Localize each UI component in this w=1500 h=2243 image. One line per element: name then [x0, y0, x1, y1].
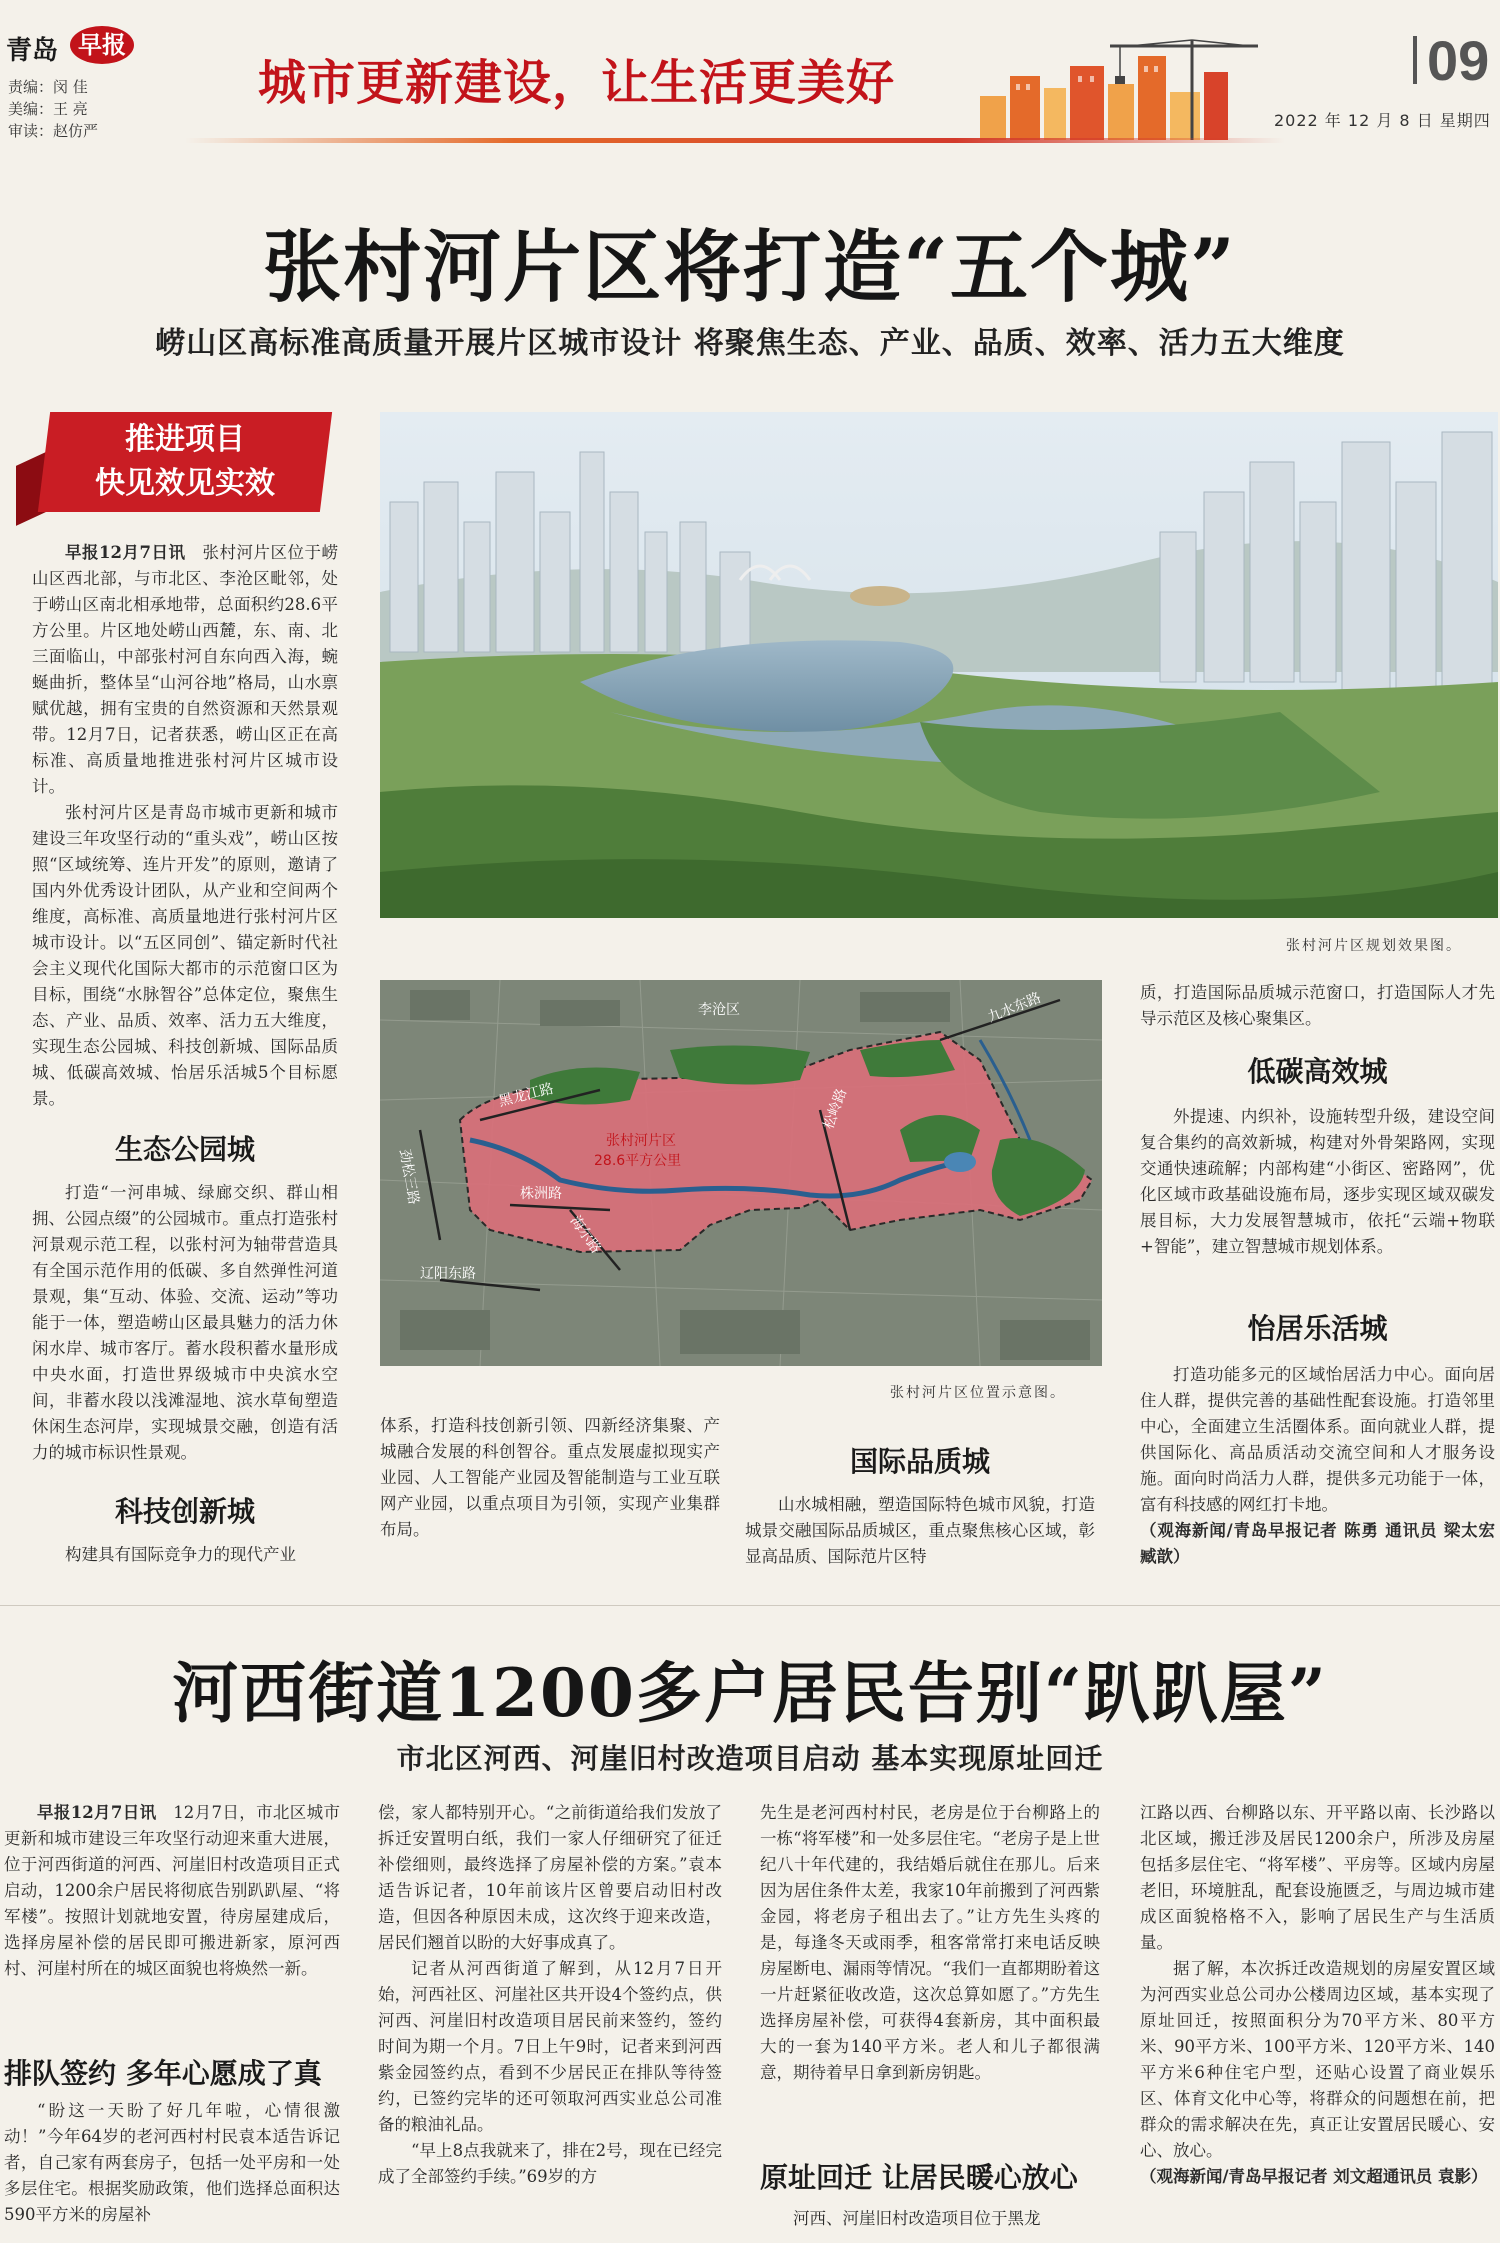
paragraph: 体系，打造科技创新引领、四新经济集聚、产城融合发展的科创智谷。重点发展虚拟现实产业园、人工智能产业园及智能制造与工业互联网产业园，以重点项目为引领，实现产业集群布局。	[380, 1416, 720, 1539]
map-label-road: 劲松三路	[396, 1147, 422, 1206]
map-caption: 张村河片区位置示意图。	[890, 1385, 1066, 1401]
article2-column-3	[760, 1800, 1100, 2086]
paragraph: 质，打造国际品质城示范窗口，打造国际人才先导示范区及核心聚集区。	[1140, 983, 1495, 1028]
byline-line: 记者 陈勇 通讯员 梁太宏 臧歆）	[1140, 1521, 1496, 1566]
paragraph: 张村河片区位于崂山区西北部，与市北区、李沧区毗邻，处于崂山区南北相承地带，总面积约28.6平方公里。片区地处崂山西麓，东、南、北三面临山，中部张村河自东向西入海，蜿蜒曲折，整体呈“山河谷地”格局，山水禀赋优越，拥有宝贵的自然资源和天然景观带。12月7日，记者获悉，崂山区正在高标准、高质量地推进张村河片区城市设计。	[32, 543, 339, 796]
logo-badge: 早报	[70, 26, 134, 64]
article1-column-3	[745, 1492, 1095, 1570]
paragraph: “盼这一天盼了好几年啦，心情很激动！”今年64岁的老河西村村民袁本适告诉记者，自己家有两套房子，包括一处平房和一处多层住宅。根据奖励政策，他们选择总面积达590平方米的房屋补	[4, 2101, 340, 2224]
paragraph: 构建具有国际竞争力的现代产业	[65, 1545, 296, 1564]
article2-column-3b	[760, 2206, 1100, 2243]
section-heading: 排队签约 多年心愿成了真	[4, 2057, 322, 2090]
logo-text: 青岛	[6, 36, 59, 66]
byline	[1140, 2164, 1495, 2190]
article1-column-1c	[32, 1542, 338, 1568]
article1-column-4c	[1140, 1362, 1495, 1570]
editor-line: 美编：王 亮	[8, 100, 88, 118]
map-label-road: 松岭路	[820, 1086, 851, 1132]
paragraph: 河西、河崖旧村改造项目位于黑龙	[793, 2209, 1041, 2228]
paragraph: 山水城相融，塑造国际特色城市风貌，打造城景交融国际品质城区，重点聚焦核心区域，彰显高品质、国际范片区特	[745, 1495, 1095, 1566]
page-number: 09	[1427, 29, 1490, 92]
paragraph: 打造功能多元的区域怡居活力中心。面向居住人群，提供完善的基础性配套设施。打造邻里中心，全面建立生活圈体系。面向就业人群，提供国际化、高品质活动交流空间和人才服务设施。面向时尚活力人群，提供多元功能于一体，富有科技感的网红打卡地。	[1140, 1365, 1495, 1514]
map-label-road: 海尔路	[566, 1213, 604, 1257]
article1-subhead: 崂山区高标准高质量开展片区城市设计 将聚焦生态、产业、品质、效率、活力五大维度	[155, 326, 1345, 361]
byline-line: （观海新闻/青岛早报记者 刘文超	[1140, 2167, 1383, 2186]
paragraph: 记者从河西街道了解到，从12月7日开始，河西社区、河崖社区共开设4个签约点，供河西、河崖旧村改造项目居民前来签约，签约时间为期一个月。7日上午9时，记者来到河西紫金园签约点，看到不少居民正在排队等待签约，已签约完毕的还可领取河西实业总公司准备的粮油礼品。	[378, 1959, 722, 2134]
paragraph: 据了解，本次拆迁改造规划的房屋安置区域为河西实业总公司办公楼周边区域，基本实现了原址回迁，按照面积分为70平方米、80平方米、90平方米、100平方米、120平方米、140平方米6种住宅户型，还贴心设置了商业娱乐区、体育文化中心等，将群众的问题想在前，把群众的需求解决在先，真正让安置居民暖心、安心、放心。	[1140, 1959, 1495, 2160]
section-heading: 生态公园城	[114, 1133, 255, 1166]
skyline-crane-icon	[960, 36, 1260, 140]
section-heading: 怡居乐活城	[1247, 1312, 1388, 1345]
editor-line: 审读：赵仿严	[8, 122, 99, 140]
article1-column-4b	[1140, 1104, 1495, 1260]
page-header	[0, 0, 1500, 150]
photo-caption: 张村河片区规划效果图。	[1286, 938, 1462, 954]
section-heading: 原址回迁 让居民暖心放心	[760, 2161, 1078, 2194]
dateline: 早报12月7日讯	[37, 1803, 157, 1822]
map-label-road: 株洲路	[520, 1186, 562, 1202]
map-label-district: 李沧区	[698, 1002, 740, 1018]
banner-rule	[185, 138, 1285, 143]
map-label-area: 张村河片区	[606, 1133, 676, 1149]
rendering-photo[interactable]	[380, 412, 1498, 918]
page-number-bar	[1413, 36, 1417, 84]
ribbon-text	[50, 418, 320, 506]
byline	[1140, 1518, 1495, 1570]
article2-column-4	[1140, 1800, 1495, 2243]
map-label-road: 辽阳东路	[420, 1266, 476, 1282]
editor-credits	[8, 76, 98, 142]
paragraph: 张村河片区是青岛市城市更新和城市建设三年攻坚行动的“重头戏”，崂山区按照“区域统筹、连片开发”的原则，邀请了国内外优秀设计团队，从产业和空间两个维度，高标准、高质量地进行张村河片区城市设计。以“五区同创”、锚定新时代社会主义现代化国际大都市的示范窗口区为目标，围绕“水脉智谷”总体定位，聚焦生态、产业、品质、效率、活力五大维度，实现生态公园城、科技创新城、国际品质城、低碳高效城、怡居乐活城5个目标愿景。	[32, 803, 338, 1108]
paragraph: 12月7日，市北区城市更新和城市建设三年攻坚行动迎来重大进展，位于河西街道的河西、河崖旧村改造项目正式启动，1200余户居民将彻底告别趴趴屋、“将军楼”。按照计划就地安置，待房屋建成后，选择房屋补偿的居民即可搬进新家，原河西村、河崖村所在的城区面貌也将焕然一新。	[4, 1803, 340, 1978]
byline-line: （观海新闻/青岛早报	[1140, 1521, 1303, 1540]
paragraph: 先生是老河西村村民，老房是位于台柳路上的一栋“将军楼”和一处多层住宅。“老房子是上世纪八十年代建的，我结婚后就住在那儿。后来因为居住条件太差，我家10年前搬到了河西紫金园，将老房子租出去了。”让方先生头疼的是，每逢冬天或雨季，租客常常打来电话反映房屋断电、漏雨等情况。“我们一直都期盼着这一片赶紧征收改造，这次总算如愿了。”方先生选择房屋补偿，可获得4套新房，其中面积最大的一套为140平方米。老人和儿子都很满意，期待着早日拿到新房钥匙。	[760, 1803, 1100, 2082]
section-heading: 低碳高效城	[1247, 1055, 1388, 1088]
paragraph: 江路以西、台柳路以东、开平路以南、长沙路以北区域，搬迁涉及居民1200余户，所涉及房屋包括多层住宅、“将军楼”、平房等。区域内房屋老旧，环境脏乱，配套设施匮乏，与周边城市建成区面貌格格不入，影响了居民生产与生活质量。	[1140, 1803, 1495, 1952]
map-label-area-size: 28.6平方公里	[594, 1153, 682, 1169]
ribbon-line: 快见效见实效	[95, 466, 275, 501]
newspaper-logo[interactable]	[6, 26, 136, 66]
paragraph: “早上8点我就来了，排在2号，现在已经完成了全部签约手续。”69岁的方	[378, 2141, 722, 2186]
section-heading: 科技创新城	[114, 1495, 255, 1528]
article1-column-4	[1140, 980, 1495, 1032]
article-divider	[0, 1605, 1500, 1606]
byline-line: 通讯员 袁影）	[1382, 2167, 1488, 2186]
section-slogan: 城市更新建设，让生活更美好	[258, 55, 896, 111]
ribbon-badge	[10, 412, 340, 520]
ribbon-line: 推进项目	[125, 422, 245, 457]
map-label-road: 九水东路	[985, 989, 1044, 1026]
article1-column-1b	[32, 1180, 338, 1466]
dateline: 早报12月7日讯	[65, 543, 186, 562]
issue-date: 2022 年 12 月 8 日 星期四	[1274, 111, 1491, 130]
editor-line: 责编：闵 佳	[8, 78, 88, 96]
location-map[interactable]	[380, 980, 1102, 1366]
map-label-road: 黑龙江路	[497, 1080, 556, 1110]
paragraph: 外提速、内织补，设施转型升级，建设空间复合集约的高效新城，构建对外骨架路网，实现交通快速疏解；内部构建“小街区、密路网”，优化区域市政基础设施布局，逐步实现区域双碳发展目标，大力发展智慧城市，依托“云端+物联+智能”，建立智慧城市规划体系。	[1140, 1107, 1495, 1256]
article2-subhead: 市北区河西、河崖旧村改造项目启动 基本实现原址回迁	[396, 1742, 1104, 1775]
article1-column-2	[380, 1413, 720, 1543]
article1-headline[interactable]: 张村河片区将打造“五个城”	[263, 222, 1237, 313]
article1-column-1	[32, 540, 338, 1112]
article2-column-1b	[4, 2098, 340, 2243]
article2-headline[interactable]: 河西街道1200多户居民告别“趴趴屋”	[172, 1654, 1328, 1732]
section-heading: 国际品质城	[849, 1445, 990, 1478]
paragraph: 打造“一河串城、绿廊交织、群山相拥、公园点缀”的公园城市。重点打造张村河景观示范工程，以张村河为轴带营造具有全国示范作用的低碳、多自然弹性河道景观，集“互动、体验、交流、运动”等功能于一体，塑造崂山区最具魅力的活力休闲水岸、城市客厅。蓄水段积蓄水量形成中央水面，打造世界级城市中央滨水空间，非蓄水段以浅滩湿地、滨水草甸塑造休闲生态河岸，实现城景交融，创造有活力的城市标识性景观。	[32, 1183, 338, 1462]
article2-column-2	[378, 1800, 722, 2243]
article2-column-1	[4, 1800, 340, 1982]
paragraph: 偿，家人都特别开心。“之前街道给我们发放了拆迁安置明白纸，我们一家人仔细研究了征迁补偿细则，最终选择了房屋补偿的方案。”袁本适告诉记者，10年前该片区曾要启动旧村改造，但因各种原因未成，这次终于迎来改造，居民们翘首以盼的大好事成真了。	[378, 1803, 722, 1952]
